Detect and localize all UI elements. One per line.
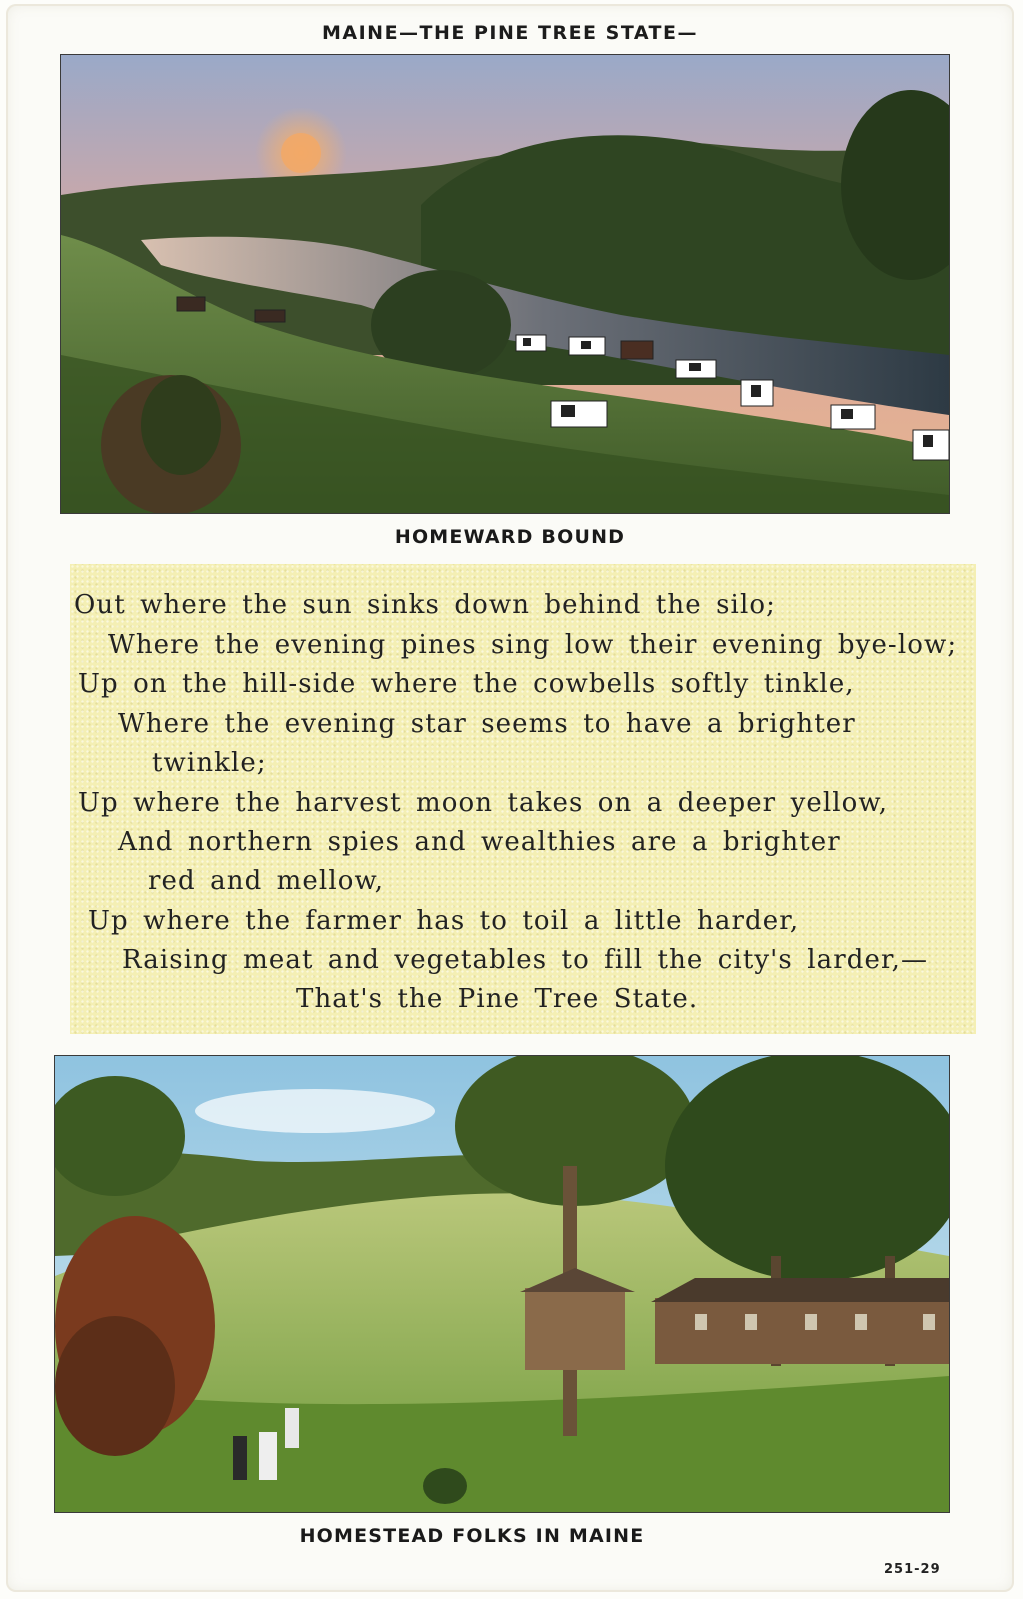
poem-line: Up where the farmer has to toil a little harder,	[88, 906, 800, 936]
poem-line: Where the evening star seems to have a brighter	[118, 709, 856, 739]
poem-line: Up on the hill-side where the cowbells softly tinkle,	[78, 669, 855, 699]
poem-line: Out where the sun sinks down behind the silo;	[74, 590, 776, 620]
poem-line: Raising meat and vegetables to fill the city's larder,—	[122, 945, 929, 975]
postcard-title: MAINE—THE PINE TREE STATE—	[321, 22, 698, 44]
poem-line: Up where the harvest moon takes on a deeper yellow,	[78, 788, 889, 818]
homestead-caption: HOMESTEAD FOLKS IN MAINE	[299, 1525, 645, 1547]
homeward-bound-caption: HOMEWARD BOUND	[394, 526, 626, 548]
homestead-photo	[54, 1055, 950, 1513]
poem-box	[70, 564, 976, 1034]
poem-line: That's the Pine Tree State.	[296, 984, 699, 1014]
poem-line: Where the evening pines sing low their evening bye-low;	[108, 630, 958, 660]
poem-line: And northern spies and wealthies are a brighter	[118, 827, 841, 857]
homeward-bound-photo	[60, 54, 950, 514]
postcard	[6, 4, 1014, 1592]
poem-line: twinkle;	[152, 748, 267, 778]
print-code: 251-29	[884, 1562, 941, 1577]
poem-line: red and mellow,	[148, 866, 385, 896]
